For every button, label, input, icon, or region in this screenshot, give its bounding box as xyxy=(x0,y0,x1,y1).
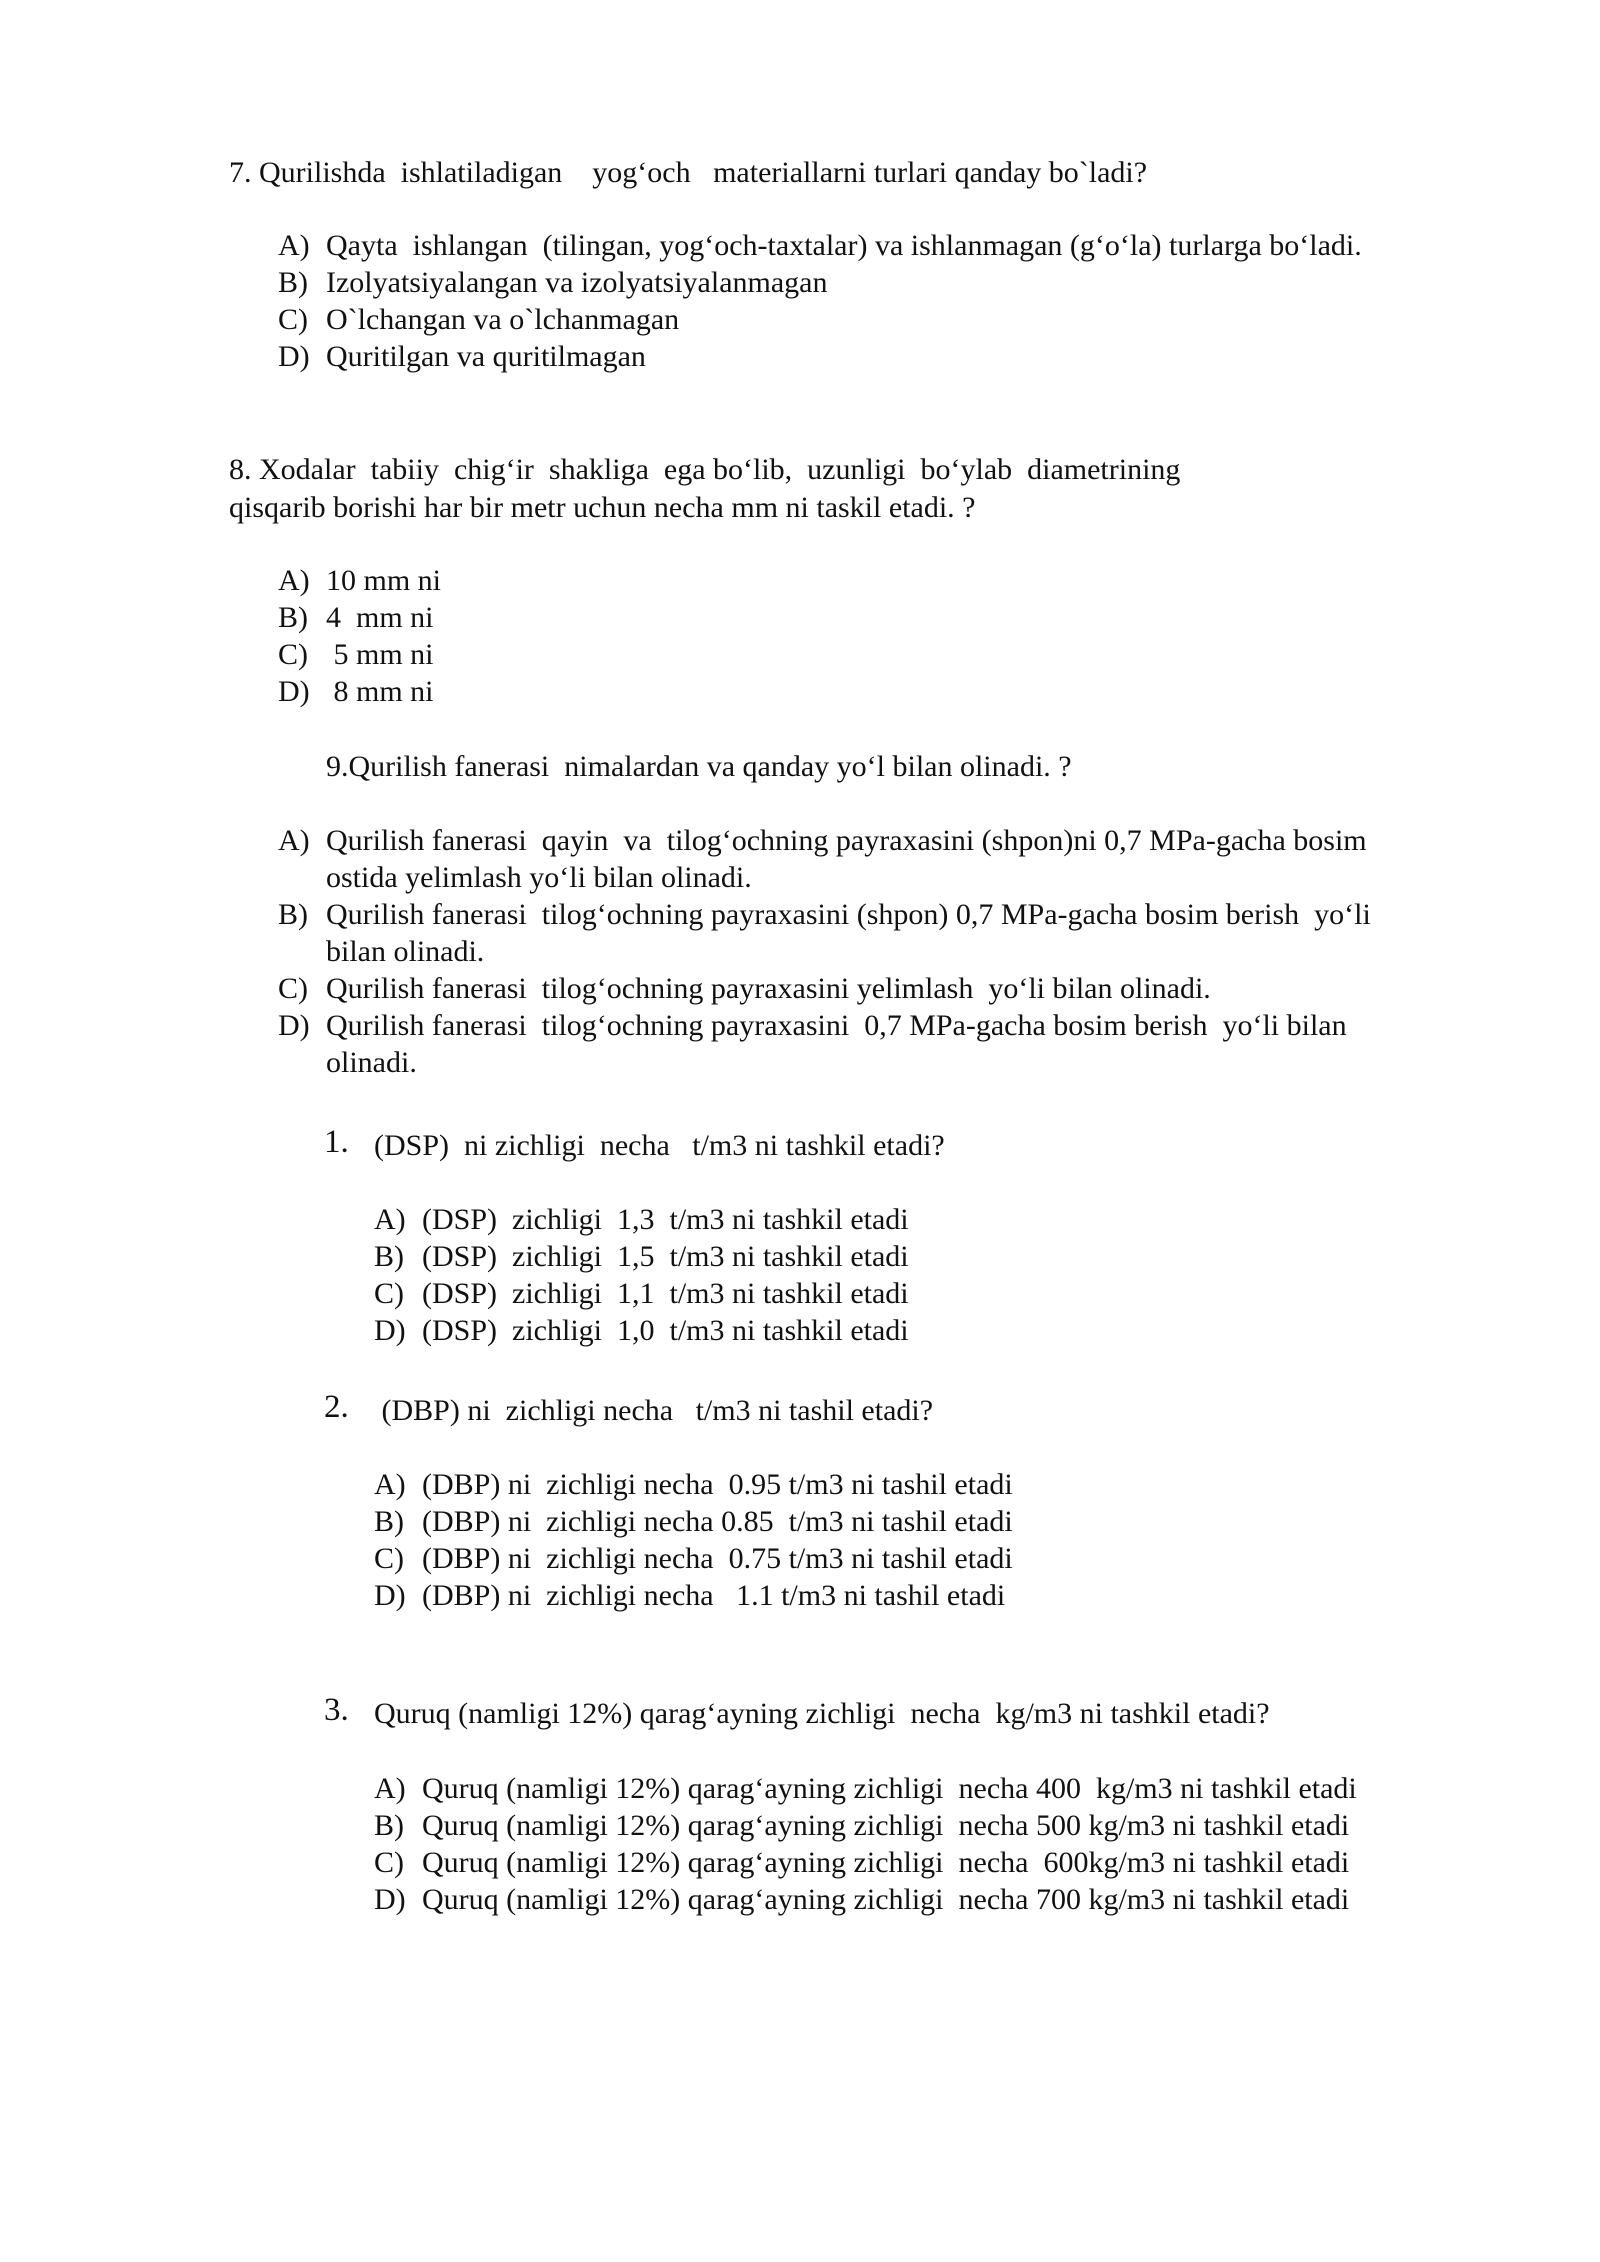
option-letter: A) xyxy=(374,1203,406,1236)
question-8-option-d xyxy=(278,673,434,784)
option-letter: B) xyxy=(278,266,308,299)
option-letter: B) xyxy=(374,1240,404,1273)
option-text: Quritilgan va quritilmagan xyxy=(326,340,646,373)
numbered-question-1-number: 1. xyxy=(324,1124,349,1160)
numbered-question-2-option-d xyxy=(374,1577,1006,1688)
option-text-line-1: Qurilish fanerasi tilog‘ochning payraxasini yelimlash yo‘li bilan olinadi. xyxy=(326,972,1211,1005)
option-letter: C) xyxy=(374,1277,404,1310)
option-letter: B) xyxy=(374,1809,404,1842)
option-text: 10 mm ni xyxy=(326,564,442,597)
option-text: (DBP) ni zichligi necha 1.1 t/m3 ni tashil etadi xyxy=(422,1579,1006,1612)
option-text: Izolyatsiyalangan va izolyatsiyalanmagan xyxy=(326,266,828,299)
option-text-line-2: olinadi. xyxy=(326,1046,417,1079)
option-text: O`lchangan va o`lchanmagan xyxy=(326,303,680,336)
option-text: (DBP) ni zichligi necha 0.95 t/m3 ni tashil etadi xyxy=(422,1468,1013,1501)
numbered-question-3-title: Quruq (namligi 12%) qarag‘ayning zichligi necha kg/m3 ni tashkil etadi? xyxy=(374,1697,1270,1730)
option-letter: A) xyxy=(374,1468,406,1501)
option-letter: C) xyxy=(278,972,308,1005)
option-letter: D) xyxy=(278,340,310,373)
option-letter: D) xyxy=(278,675,310,708)
option-letter: B) xyxy=(278,898,308,931)
option-text-line-1: Qurilish fanerasi qayin va tilog‘ochning payraxasini (shpon)ni 0,7 MPa-gacha bosim xyxy=(326,824,1367,857)
option-letter: A) xyxy=(278,229,310,262)
option-text-line-1: Qurilish fanerasi tilog‘ochning payraxasini 0,7 MPa-gacha bosim berish yo‘li bilan xyxy=(326,1009,1347,1042)
option-text-line-2: bilan olinadi. xyxy=(326,935,485,968)
option-letter: B) xyxy=(374,1505,404,1538)
option-text: (DBP) ni zichligi necha 0.75 t/m3 ni tashil etadi xyxy=(422,1542,1013,1575)
option-text: (DSP) zichligi 1,1 t/m3 ni tashkil etadi xyxy=(422,1277,909,1310)
numbered-question-1-title: (DSP) ni zichligi necha t/m3 ni tashkil etadi? xyxy=(374,1129,945,1162)
option-letter: A) xyxy=(374,1772,406,1805)
option-text: 5 mm ni xyxy=(326,638,434,671)
option-text: Quruq (namligi 12%) qarag‘ayning zichligi necha 600kg/m3 ni tashkil etadi xyxy=(422,1846,1350,1879)
option-text: (DSP) zichligi 1,3 t/m3 ni tashkil etadi xyxy=(422,1203,909,1236)
option-letter: D) xyxy=(374,1314,406,1347)
option-text-line-2: ostida yelimlash yo‘li bilan olinadi. xyxy=(326,861,752,894)
option-letter: D) xyxy=(278,1009,310,1042)
option-text: 8 mm ni xyxy=(326,675,434,708)
option-text: Quruq (namligi 12%) qarag‘ayning zichligi necha 700 kg/m3 ni tashkil etadi xyxy=(422,1883,1350,1916)
option-letter: B) xyxy=(278,601,308,634)
option-text: (DBP) ni zichligi necha 0.85 t/m3 ni tashil etadi xyxy=(422,1505,1013,1538)
option-letter: C) xyxy=(278,638,308,671)
question-9-title: 9.Qurilish fanerasi nimalardan va qanday yo‘l bilan olinadi. ? xyxy=(326,750,1072,783)
option-text: Quruq (namligi 12%) qarag‘ayning zichligi necha 500 kg/m3 ni tashkil etadi xyxy=(422,1809,1350,1842)
numbered-question-3-option-d xyxy=(374,1881,1350,1992)
option-letter: C) xyxy=(374,1846,404,1879)
numbered-question-2-title: (DBP) ni zichligi necha t/m3 ni tashil etadi? xyxy=(374,1394,934,1427)
question-7-option-d xyxy=(278,338,646,449)
question-7-title: 7. Qurilishda ishlatiladigan yog‘och materiallarni turlari qanday bo`ladi? xyxy=(229,156,1148,189)
option-text: Qayta ishlangan (tilingan, yog‘och-taxtalar) va ishlanmagan (g‘o‘la) turlarga bo‘ladi. xyxy=(326,229,1362,262)
option-letter: A) xyxy=(278,824,310,857)
question-8-title-line-1: 8. Xodalar tabiiy chig‘ir shakliga ega bo‘lib, uzunligi bo‘ylab diametrining xyxy=(229,453,1181,486)
option-letter: C) xyxy=(374,1542,404,1575)
numbered-question-2-number: 2. xyxy=(324,1389,349,1425)
option-text: 4 mm ni xyxy=(326,601,434,634)
option-text: (DSP) zichligi 1,5 t/m3 ni tashkil etadi xyxy=(422,1240,909,1273)
option-text-line-1: Qurilish fanerasi tilog‘ochning payraxasini (shpon) 0,7 MPa-gacha bosim berish yo‘li xyxy=(326,898,1371,931)
numbered-question-3-number: 3. xyxy=(324,1692,349,1728)
option-text: (DSP) zichligi 1,0 t/m3 ni tashkil etadi xyxy=(422,1314,909,1347)
option-letter: C) xyxy=(278,303,308,336)
option-text: Quruq (namligi 12%) qarag‘ayning zichligi necha 400 kg/m3 ni tashkil etadi xyxy=(422,1772,1357,1805)
option-letter: A) xyxy=(278,564,310,597)
question-8-title-line-2: qisqarib borishi har bir metr uchun necha mm ni taskil etadi. ? xyxy=(229,491,976,524)
option-letter: D) xyxy=(374,1883,406,1916)
option-letter: D) xyxy=(374,1579,406,1612)
